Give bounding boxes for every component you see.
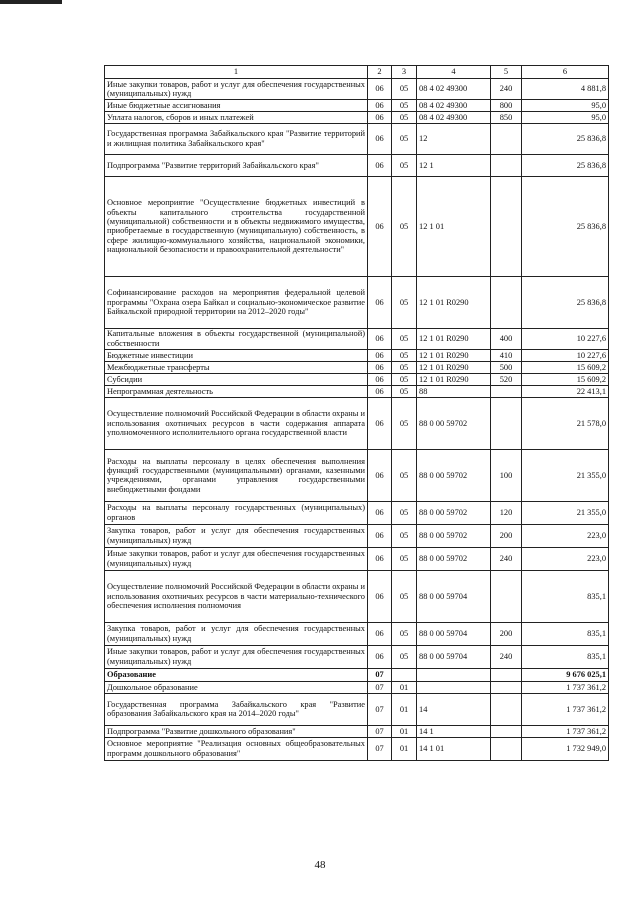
cell-expense-type [491, 668, 522, 681]
cell-amount: 4 881,8 [522, 79, 609, 100]
cell-expense-type [491, 123, 522, 154]
cell-subsection: 05 [392, 501, 417, 524]
cell-expense-type [491, 737, 522, 760]
cell-name: Закупка товаров, работ и услуг для обеспечения государственных (муниципальных) нужд [105, 524, 368, 547]
cell-section: 06 [368, 570, 392, 622]
cell-subsection: 05 [392, 176, 417, 276]
cell-name: Подпрограмма "Развитие территорий Забайкальского края" [105, 154, 368, 176]
cell-expense-type [491, 693, 522, 725]
cell-target-article: 12 1 01 [417, 176, 491, 276]
cell-expense-type: 500 [491, 361, 522, 373]
cell-name: Государственная программа Забайкальского края "Развитие образования Забайкальского края на 2014–2020 годы" [105, 693, 368, 725]
cell-target-article: 88 0 00 59704 [417, 645, 491, 668]
cell-section: 06 [368, 547, 392, 570]
cell-amount: 15 609,2 [522, 361, 609, 373]
cell-name: Основное мероприятие "Осуществление бюджетных инвестиций в объекты капитального строительства государственной (муниципальной) собственности и в объекты недвижимого имущества, приобретаемые в государственную (муниципальную) собственность, в сфере жилищно-коммунального хозяйства, национальной экономики, национальной безопасности и правоохранительной деятельности" [105, 176, 368, 276]
table-row [105, 328, 609, 349]
cell-name: Иные закупки товаров, работ и услуг для обеспечения государственных (муниципальных) нужд [105, 79, 368, 100]
cell-section: 06 [368, 449, 392, 501]
table-row [105, 276, 609, 328]
header-cell-subsection: 3 [392, 66, 417, 79]
cell-name: Дошкольное образование [105, 681, 368, 693]
cell-expense-type: 240 [491, 547, 522, 570]
cell-target-article: 88 0 00 59704 [417, 570, 491, 622]
cell-target-article [417, 681, 491, 693]
cell-target-article: 12 1 01 R0290 [417, 276, 491, 328]
cell-section: 06 [368, 645, 392, 668]
table-row [105, 622, 609, 645]
cell-amount: 25 836,8 [522, 276, 609, 328]
cell-name: Иные закупки товаров, работ и услуг для обеспечения государственных (муниципальных) нужд [105, 547, 368, 570]
cell-expense-type: 200 [491, 622, 522, 645]
table-row [105, 668, 609, 681]
cell-subsection: 05 [392, 449, 417, 501]
cell-expense-type [491, 681, 522, 693]
cell-subsection: 05 [392, 349, 417, 361]
table-row [105, 524, 609, 547]
cell-expense-type [491, 725, 522, 737]
cell-amount: 1 737 361,2 [522, 693, 609, 725]
cell-section: 06 [368, 385, 392, 397]
cell-section: 06 [368, 123, 392, 154]
cell-amount: 835,1 [522, 645, 609, 668]
table-row [105, 176, 609, 276]
scan-edge-mark [0, 0, 62, 4]
cell-section: 06 [368, 349, 392, 361]
cell-name: Межбюджетные трансферты [105, 361, 368, 373]
cell-amount: 9 676 025,1 [522, 668, 609, 681]
cell-name: Расходы на выплаты персоналу в целях обеспечения выполнения функций государственными (муниципальными) органами, казенными учреждениями, органами управления государственными внебюджетными фондами [105, 449, 368, 501]
cell-subsection: 05 [392, 645, 417, 668]
cell-name: Осуществление полномочий Российской Федерации в области охраны и использования охотничьих ресурсов в части содержания аппарата уполномоченного исполнительного органа государственной власти [105, 397, 368, 449]
cell-subsection: 05 [392, 547, 417, 570]
header-cell-name: 1 [105, 66, 368, 79]
cell-target-article: 12 [417, 123, 491, 154]
cell-target-article: 12 1 01 R0290 [417, 373, 491, 385]
cell-target-article: 08 4 02 49300 [417, 99, 491, 111]
cell-amount: 15 609,2 [522, 373, 609, 385]
cell-subsection: 05 [392, 79, 417, 100]
cell-subsection: 05 [392, 622, 417, 645]
cell-name: Образование [105, 668, 368, 681]
cell-section: 06 [368, 176, 392, 276]
cell-expense-type: 850 [491, 111, 522, 123]
cell-amount: 25 836,8 [522, 123, 609, 154]
cell-expense-type [491, 385, 522, 397]
cell-target-article: 12 1 01 R0290 [417, 328, 491, 349]
cell-subsection: 05 [392, 99, 417, 111]
cell-subsection: 05 [392, 570, 417, 622]
table-row [105, 99, 609, 111]
cell-section: 06 [368, 361, 392, 373]
cell-expense-type [491, 397, 522, 449]
header-cell-amount: 6 [522, 66, 609, 79]
cell-name: Иные закупки товаров, работ и услуг для обеспечения государственных (муниципальных) нужд [105, 645, 368, 668]
cell-section: 07 [368, 737, 392, 760]
cell-amount: 95,0 [522, 99, 609, 111]
cell-amount: 835,1 [522, 622, 609, 645]
cell-target-article: 08 4 02 49300 [417, 79, 491, 100]
cell-expense-type: 240 [491, 645, 522, 668]
cell-expense-type: 120 [491, 501, 522, 524]
cell-name: Бюджетные инвестиции [105, 349, 368, 361]
cell-subsection: 05 [392, 154, 417, 176]
cell-name: Осуществление полномочий Российской Федерации в области охраны и использования охотничьих ресурсов в части материально-технического обеспечения исполнения полномочия [105, 570, 368, 622]
cell-section: 06 [368, 99, 392, 111]
cell-amount: 21 355,0 [522, 501, 609, 524]
cell-name: Непрограммная деятельность [105, 385, 368, 397]
header-cell-section: 2 [368, 66, 392, 79]
cell-name: Иные бюджетные ассигнования [105, 99, 368, 111]
cell-target-article: 88 0 00 59702 [417, 547, 491, 570]
cell-amount: 223,0 [522, 547, 609, 570]
budget-table [104, 65, 609, 761]
cell-amount: 1 737 361,2 [522, 725, 609, 737]
cell-expense-type: 520 [491, 373, 522, 385]
cell-target-article [417, 668, 491, 681]
cell-section: 06 [368, 111, 392, 123]
cell-section: 06 [368, 79, 392, 100]
cell-expense-type [491, 570, 522, 622]
cell-target-article: 14 1 01 [417, 737, 491, 760]
table-row [105, 681, 609, 693]
cell-expense-type [491, 176, 522, 276]
cell-expense-type: 400 [491, 328, 522, 349]
table-row [105, 373, 609, 385]
table-row [105, 349, 609, 361]
cell-target-article: 88 0 00 59702 [417, 449, 491, 501]
table-header-row [105, 66, 609, 79]
cell-expense-type: 410 [491, 349, 522, 361]
cell-name: Капитальные вложения в объекты государственной (муниципальной) собственности [105, 328, 368, 349]
cell-amount: 21 355,0 [522, 449, 609, 501]
cell-section: 06 [368, 524, 392, 547]
cell-target-article: 12 1 01 R0290 [417, 361, 491, 373]
cell-name: Уплата налогов, сборов и иных платежей [105, 111, 368, 123]
cell-expense-type: 800 [491, 99, 522, 111]
cell-amount: 10 227,6 [522, 349, 609, 361]
cell-section: 07 [368, 668, 392, 681]
cell-target-article: 88 [417, 385, 491, 397]
cell-section: 06 [368, 373, 392, 385]
table-row [105, 79, 609, 100]
table-row [105, 737, 609, 760]
table-row [105, 725, 609, 737]
cell-target-article: 08 4 02 49300 [417, 111, 491, 123]
cell-amount: 22 413,1 [522, 385, 609, 397]
cell-subsection: 05 [392, 111, 417, 123]
cell-amount: 223,0 [522, 524, 609, 547]
cell-section: 06 [368, 501, 392, 524]
cell-target-article: 88 0 00 59702 [417, 501, 491, 524]
cell-subsection: 05 [392, 397, 417, 449]
cell-name: Подпрограмма "Развитие дошкольного образования" [105, 725, 368, 737]
cell-section: 07 [368, 693, 392, 725]
cell-name: Основное мероприятие "Реализация основных общеобразовательных программ дошкольного образования" [105, 737, 368, 760]
cell-amount: 835,1 [522, 570, 609, 622]
table-row [105, 397, 609, 449]
table-body [105, 66, 609, 761]
cell-name: Расходы на выплаты персоналу государственных (муниципальных) органов [105, 501, 368, 524]
header-cell-target-article: 4 [417, 66, 491, 79]
cell-amount: 95,0 [522, 111, 609, 123]
table-row [105, 693, 609, 725]
cell-expense-type [491, 276, 522, 328]
cell-section: 06 [368, 622, 392, 645]
cell-expense-type [491, 154, 522, 176]
cell-amount: 1 737 361,2 [522, 681, 609, 693]
cell-subsection: 05 [392, 385, 417, 397]
table-row [105, 449, 609, 501]
cell-name: Закупка товаров, работ и услуг для обеспечения государственных (муниципальных) нужд [105, 622, 368, 645]
cell-expense-type: 200 [491, 524, 522, 547]
table-row [105, 501, 609, 524]
cell-name: Государственная программа Забайкальского края "Развитие территорий и жилищная политика Забайкальского края" [105, 123, 368, 154]
cell-subsection: 01 [392, 725, 417, 737]
header-cell-expense-type: 5 [491, 66, 522, 79]
table-row [105, 385, 609, 397]
cell-target-article: 88 0 00 59702 [417, 524, 491, 547]
cell-expense-type: 240 [491, 79, 522, 100]
table-row [105, 570, 609, 622]
cell-name: Субсидии [105, 373, 368, 385]
table-row [105, 547, 609, 570]
cell-target-article: 14 [417, 693, 491, 725]
table-row [105, 123, 609, 154]
cell-subsection: 05 [392, 123, 417, 154]
table-row [105, 361, 609, 373]
page-number: 48 [314, 859, 326, 871]
cell-section: 06 [368, 276, 392, 328]
table-row [105, 645, 609, 668]
cell-subsection: 01 [392, 681, 417, 693]
cell-amount: 25 836,8 [522, 176, 609, 276]
cell-amount: 21 578,0 [522, 397, 609, 449]
cell-target-article: 88 0 00 59704 [417, 622, 491, 645]
cell-target-article: 12 1 01 R0290 [417, 349, 491, 361]
cell-target-article: 14 1 [417, 725, 491, 737]
cell-subsection: 05 [392, 328, 417, 349]
cell-subsection: 05 [392, 373, 417, 385]
cell-subsection: 05 [392, 361, 417, 373]
cell-name: Софинансирование расходов на мероприятия федеральной целевой программы "Охрана озера Байкал и социально-экономическое развитие Байкальской природной территории на 2012–2020 годы" [105, 276, 368, 328]
table-row [105, 154, 609, 176]
cell-amount: 25 836,8 [522, 154, 609, 176]
cell-subsection: 01 [392, 737, 417, 760]
cell-subsection [392, 668, 417, 681]
cell-subsection: 01 [392, 693, 417, 725]
cell-expense-type: 100 [491, 449, 522, 501]
cell-subsection: 05 [392, 524, 417, 547]
cell-subsection: 05 [392, 276, 417, 328]
cell-section: 07 [368, 681, 392, 693]
cell-section: 06 [368, 397, 392, 449]
cell-section: 06 [368, 154, 392, 176]
cell-amount: 1 732 949,0 [522, 737, 609, 760]
cell-section: 07 [368, 725, 392, 737]
cell-section: 06 [368, 328, 392, 349]
cell-amount: 10 227,6 [522, 328, 609, 349]
cell-target-article: 12 1 [417, 154, 491, 176]
cell-target-article: 88 0 00 59702 [417, 397, 491, 449]
table-row [105, 111, 609, 123]
